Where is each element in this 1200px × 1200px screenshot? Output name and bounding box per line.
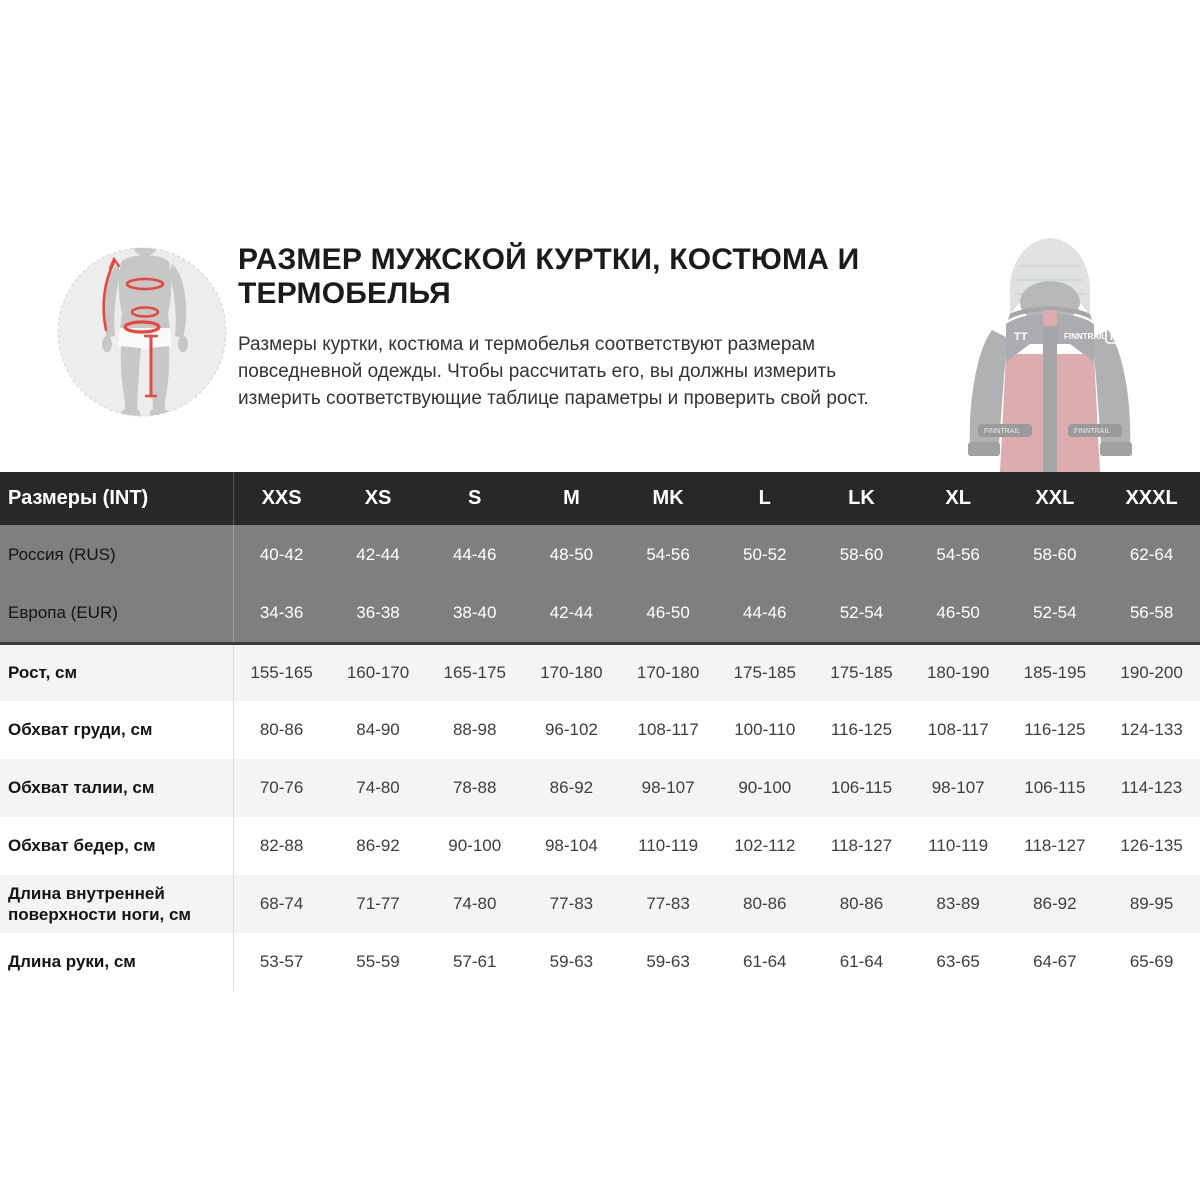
size-cell: 74-80 <box>356 778 400 797</box>
page-title: РАЗМЕР МУЖСКОЙ КУРТКИ, КОСТЮМА И ТЕРМОБЕЛЬЯ <box>238 243 860 310</box>
size-cell: 116-125 <box>830 720 893 739</box>
size-cell: 185-195 <box>1023 662 1087 682</box>
size-cell: 116-125 <box>1024 720 1086 739</box>
size-cell: 44-46 <box>743 602 787 622</box>
row-label: Длина руки, см <box>8 952 136 972</box>
size-cell: 59-63 <box>646 952 690 971</box>
size-cell: 52-54 <box>839 602 884 622</box>
size-table-row <box>0 759 1200 817</box>
size-cell: 98-107 <box>931 778 985 797</box>
row-label: Европа (EUR) <box>8 603 118 623</box>
size-table-row <box>0 875 1200 933</box>
row-label: Рост, см <box>8 663 78 683</box>
size-cell: 48-50 <box>549 544 594 564</box>
size-cell: 50-52 <box>743 544 787 564</box>
size-cell: 62-64 <box>1129 544 1174 564</box>
jacket-pocket-brand-right: FINNTRAIL <box>1074 428 1111 435</box>
size-cell: 42-44 <box>356 544 400 564</box>
size-cell: 61-64 <box>839 952 884 971</box>
size-cell: 98-104 <box>544 836 598 855</box>
row-label: Обхват талии, см <box>8 778 155 798</box>
size-cell: 175-185 <box>733 662 796 682</box>
size-cell: 90-100 <box>448 836 502 855</box>
size-cell: 110-119 <box>928 836 989 855</box>
size-cell: 53-57 <box>233 933 330 991</box>
size-cell: 98-107 <box>641 778 695 797</box>
size-cell: 126-135 <box>1120 836 1183 855</box>
body-measurement-diagram <box>57 244 227 420</box>
size-table-row <box>0 584 1200 643</box>
size-column-header: XXL <box>1035 487 1075 509</box>
size-cell: 38-40 <box>452 602 497 622</box>
size-cell: 160-170 <box>346 662 410 682</box>
size-cell: 58-60 <box>1033 544 1077 564</box>
size-cell: 59-63 <box>549 952 594 971</box>
product-jacket-image <box>948 236 1152 472</box>
size-cell: 90-100 <box>738 778 792 797</box>
size-table-header-row <box>0 472 1200 525</box>
intro-description: Размеры куртки, костюма и термобелья соответствуют размерам повседневной одежды. Чтобы рассчитать его, вы должны измерить измерить соответствующие таблице параметры и проверить свой рост. <box>238 334 869 409</box>
jacket-pocket-brand-left: FINNTRAIL <box>984 428 1021 435</box>
size-cell: 190-200 <box>1120 662 1183 682</box>
size-column-header: LK <box>848 487 875 509</box>
size-column-header: M <box>563 487 580 509</box>
row-label: Россия (RUS) <box>8 544 116 564</box>
size-cell: 77-83 <box>646 894 690 913</box>
size-cell: 46-50 <box>936 602 980 622</box>
size-table-row <box>0 525 1200 584</box>
size-cell: 82-88 <box>233 817 330 875</box>
row-label: Длина внутренней поверхности ноги, см <box>8 883 191 924</box>
row-label: Обхват груди, см <box>8 720 153 740</box>
size-cell: 124-133 <box>1120 720 1183 739</box>
size-cell: 64-67 <box>1033 952 1077 971</box>
size-cell: 86-92 <box>1033 894 1077 913</box>
body-measurement-icon <box>57 244 227 420</box>
size-cell: 70-76 <box>233 759 330 817</box>
size-cell: 155-165 <box>233 643 330 701</box>
size-cell: 55-59 <box>356 952 400 971</box>
jacket-illustration <box>948 236 1152 472</box>
jacket-tt-logo: TT <box>1014 331 1028 343</box>
intro-section <box>238 243 928 412</box>
size-cell: 58-60 <box>839 544 884 564</box>
size-cell: 46-50 <box>646 602 690 622</box>
size-table-row <box>0 701 1200 759</box>
size-cell: 83-89 <box>936 894 980 913</box>
size-column-header: S <box>468 487 482 509</box>
size-cell: 80-86 <box>233 701 330 759</box>
size-cell: 118-127 <box>1024 836 1086 855</box>
size-cell: 110-119 <box>638 836 699 855</box>
size-table-row <box>0 817 1200 875</box>
size-cell: 118-127 <box>830 836 893 855</box>
size-cell: 80-86 <box>839 894 884 913</box>
size-cell: 61-64 <box>743 952 787 971</box>
size-column-header: XXXL <box>1125 487 1178 509</box>
size-cell: 170-180 <box>540 662 603 682</box>
size-cell: 108-117 <box>637 720 699 739</box>
size-table-row <box>0 643 1200 701</box>
row-label: Обхват бедер, см <box>8 836 156 856</box>
size-table-corner-header: Размеры (INT) <box>8 487 149 509</box>
size-column-header: XS <box>364 487 392 509</box>
size-cell: 78-88 <box>452 778 497 797</box>
size-table <box>0 472 1200 991</box>
size-column-header: MK <box>652 487 684 509</box>
size-cell: 114-123 <box>1121 778 1183 797</box>
size-cell: 89-95 <box>1129 894 1174 913</box>
size-cell: 56-58 <box>1129 602 1174 622</box>
size-table-row <box>0 933 1200 991</box>
size-cell: 106-115 <box>1024 778 1086 797</box>
jacket-brand-text: FINNTRAIL <box>1064 332 1107 341</box>
size-cell: 84-90 <box>356 720 400 739</box>
size-cell: 165-175 <box>443 662 506 682</box>
size-cell: 77-83 <box>549 894 594 913</box>
size-cell: 57-61 <box>452 952 497 971</box>
size-cell: 34-36 <box>233 584 330 643</box>
size-cell: 88-98 <box>452 720 497 739</box>
size-cell: 100-110 <box>734 720 796 739</box>
jacket-r-logo: R <box>1110 331 1118 343</box>
size-cell: 52-54 <box>1033 602 1077 622</box>
size-cell: 86-92 <box>356 836 400 855</box>
size-cell: 54-56 <box>936 544 980 564</box>
size-cell: 86-92 <box>549 778 594 797</box>
size-cell: 80-86 <box>743 894 787 913</box>
size-cell: 170-180 <box>636 662 700 682</box>
size-cell: 44-46 <box>452 544 497 564</box>
size-column-header: L <box>758 487 771 509</box>
size-cell: 175-185 <box>830 662 893 682</box>
size-cell: 96-102 <box>544 720 598 739</box>
size-cell: 36-38 <box>356 602 400 622</box>
size-cell: 63-65 <box>936 952 980 971</box>
size-cell: 68-74 <box>233 875 330 933</box>
size-cell: 65-69 <box>1129 952 1174 971</box>
size-cell: 40-42 <box>233 525 330 584</box>
size-cell: 102-112 <box>734 836 796 855</box>
size-cell: 71-77 <box>356 894 400 913</box>
size-column-header: XL <box>945 487 971 509</box>
size-cell: 54-56 <box>646 544 690 564</box>
size-column-header: XXS <box>233 472 330 525</box>
size-cell: 108-117 <box>927 720 989 739</box>
size-cell: 42-44 <box>549 602 594 622</box>
size-cell: 106-115 <box>830 778 893 797</box>
size-cell: 180-190 <box>926 662 990 682</box>
size-cell: 74-80 <box>452 894 497 913</box>
